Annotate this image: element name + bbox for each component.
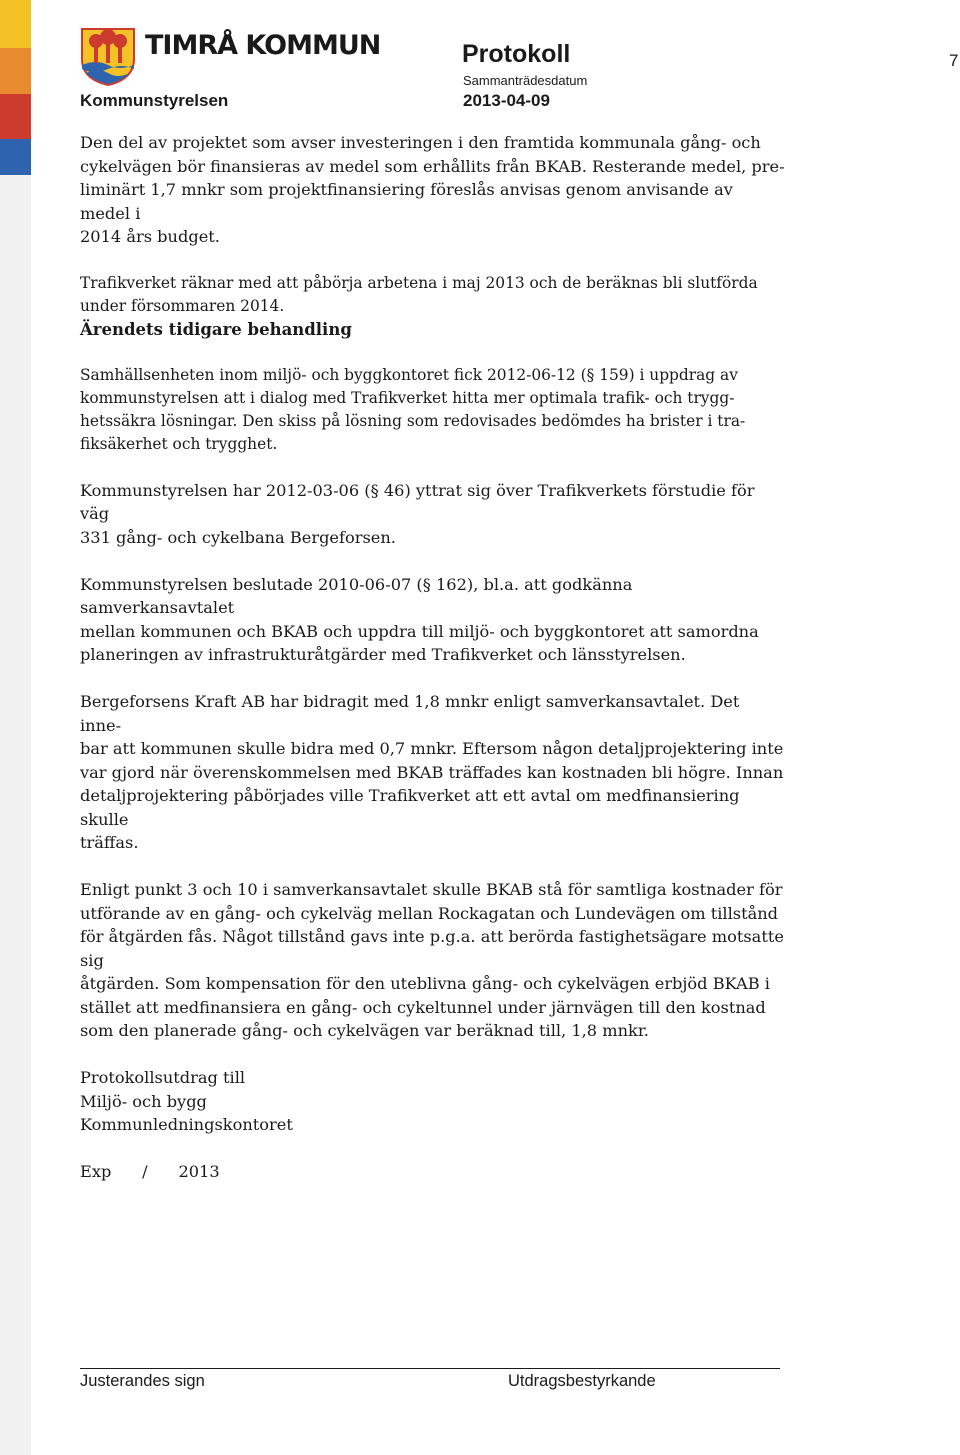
paragraph-earlier-assignment: Samhällsenheten inom miljö- och byggkontoret fick 2012-06-12 (§ 159) i uppdrag av kommunstyrelsen att i dialog med Trafikverket hitta mer optimala trafik- och trygg- hetssäkra lösningar. Den skiss på lösning som redovisades bedömdes ha brister i tra- fiksäkerhet och trygghet.	[80, 365, 746, 453]
department-name: Kommunstyrelsen	[80, 91, 229, 110]
timra-coat-of-arms-icon	[78, 25, 138, 87]
document-type: Protokoll	[462, 40, 571, 68]
footer-justerandes-sign: Justerandes sign	[80, 1372, 205, 1390]
expedition-note: Exp / 2013	[80, 1162, 220, 1181]
paragraph-agreement-terms: Enligt punkt 3 och 10 i samverkansavtalet skulle BKAB stå för samtliga kostnader för utförande av en gång- och cykelväg mellan Rockagatan och Lundevägen om tillstånd för åtgärden fås. Något tillstånd gavs inte p.g.a. att berörda fastighetsägare motsatte sig åtgärden. Som kompensation för den uteblivna gång- och cykelvägen erbjöd BKAB i stället att medfinansiera en gång- och cykeltunnel under järnvägen till den kostnad som den planerade gång- och cykelvägen var beräknad till, 1,8 mnkr.	[80, 880, 784, 1040]
paragraph-prestudy: Kommunstyrelsen har 2012-03-06 (§ 46) yttrat sig över Trafikverkets förstudie för väg 331 gång- och cykelbana Bergeforsen.	[80, 480, 755, 547]
paragraph-bkab-contribution: Bergeforsens Kraft AB har bidragit med 1,8 mnkr enligt samverkansavtalet. Det inne- bar att kommunen skulle bidra med 0,7 mnkr. Eftersom någon detaljprojektering inte var gjord när överenskommelsen med BKAB träffades kan kostnaden bli högre. Innan detaljprojektering påbörjades ville Trafikverket att ett avtal om medfinansiering skulle träffas.	[80, 692, 784, 852]
paragraph-agreement-decision: Kommunstyrelsen beslutade 2010-06-07 (§ 162), bl.a. att godkänna samverkansavtalet mellan kommunen och BKAB och uppdra till miljö- och byggkontoret att samordna planeringen av infrastrukturåtgärder med Trafikverket och länsstyrelsen.	[80, 574, 759, 664]
document-body	[80, 131, 785, 1184]
tab-orange	[0, 48, 31, 94]
tab-yellow	[0, 0, 31, 48]
meeting-date: 2013-04-09	[463, 91, 550, 110]
page-number: 7	[949, 51, 959, 70]
tab-red	[0, 94, 31, 139]
org-name: TIMRÅ KOMMUN	[145, 30, 381, 61]
meeting-date-label: Sammanträdesdatum	[463, 73, 588, 88]
footer-utdragsbestyrkande: Utdragsbestyrkande	[508, 1372, 656, 1390]
section-heading: Ärendets tidigare behandling	[80, 319, 352, 339]
distribution-list: Protokollsutdrag till Miljö- och bygg Kommunledningskontoret	[80, 1068, 293, 1134]
color-tab-strip	[0, 0, 31, 1455]
tab-blue	[0, 139, 31, 175]
paragraph-financing: Den del av projektet som avser investeringen i den framtida kommunala gång- och cykelvägen bör finansieras av medel som erhållits från BKAB. Resterande medel, pre- liminärt 1,7 mnkr som projektfinansiering föreslås anvisas genom anvisande av medel i 2014 års budget.	[80, 133, 785, 246]
paragraph-schedule: Trafikverket räknar med att påbörja arbetena i maj 2013 och de beräknas bli slutförda under försommaren 2014.	[80, 273, 758, 315]
footer-divider	[80, 1368, 780, 1369]
